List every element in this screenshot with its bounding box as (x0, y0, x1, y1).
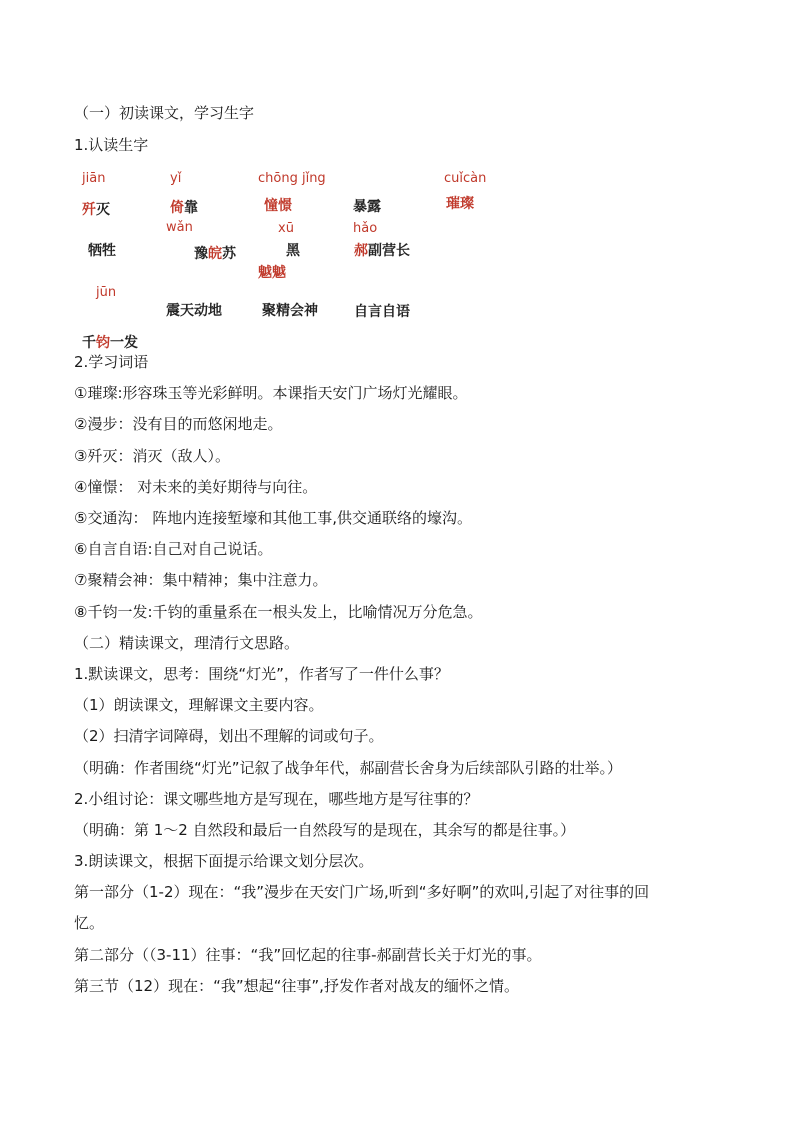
definition-7: ⑦聚精会神：集中精神；集中注意力。 (74, 571, 328, 589)
word-yuwansu-pre: 豫 (194, 246, 208, 262)
part-1-line-2: 忆。 (74, 914, 105, 932)
word-zhentiandongdi: 震天动地 (166, 303, 222, 319)
section-heading-1: （一）初读课文，学习生字 (74, 104, 255, 122)
definition-2: ②漫步：没有目的而悠闲地走。 (74, 415, 283, 433)
word-yuwansu-post: 苏 (222, 246, 236, 262)
word-qianjun-post: 一发 (110, 335, 138, 351)
part-2: 第二部分（（3-11）往事：“我”回忆起的往事-郝副营长关于灯光的事。 (74, 946, 542, 964)
definition-1: ①璀璨:形容珠玉等光彩鲜明。本课指天安门广场灯光耀眼。 (74, 384, 468, 402)
word-yuwansu-red: 皖 (208, 246, 222, 262)
item-heading-learn-words: 2.学习词语 (74, 353, 149, 371)
pinyin-chongjing: chōng jǐng (258, 171, 326, 186)
word-qianjun-pre: 千 (82, 335, 96, 351)
question-2: 2.小组讨论：课文哪些地方是写现在，哪些地方是写往事的？ (74, 790, 479, 808)
pinyin-jian: jiān (82, 171, 106, 186)
question-2-answer: （明确：第 1～2 自然段和最后一自然段写的是现在，其余写的都是往事。） (74, 821, 576, 839)
word-haofu-rest: 副营长 (368, 243, 410, 259)
pinyin-hao: hǎo (353, 221, 378, 236)
pinyin-xu: xū (278, 221, 294, 236)
word-jujinghuishen: 聚精会神 (262, 303, 318, 319)
word-qianjunyifa (82, 335, 138, 351)
word-haofuyingzhang (354, 243, 410, 259)
word-yuwansu (194, 246, 236, 262)
word-ziyanziyu: 自言自语 (354, 304, 410, 320)
pinyin-wan: wǎn (166, 220, 193, 235)
word-chongjing: 憧憬 (264, 198, 292, 214)
word-baolu: 暴露 (353, 199, 381, 215)
part-3: 第三节（12）现在：“我”想起“往事”,抒发作者对战友的缅怀之情。 (74, 977, 519, 995)
word-hao-red: 郝 (354, 243, 368, 259)
definition-3: ③歼灭：消灭（敌人）。 (74, 447, 230, 465)
word-qianjun-red: 钧 (96, 335, 110, 351)
item-heading-recognize-characters: 1.认读生字 (74, 136, 149, 154)
word-yikao-rest: 靠 (184, 200, 198, 216)
question-1-step-2: （2）扫清字词障碍，划出不理解的词或句子。 (74, 727, 384, 745)
definition-6: ⑥自言自语:自己对自己说话。 (74, 540, 273, 558)
word-xisheng: 牺牲 (88, 243, 116, 259)
word-yikao-red: 倚 (170, 200, 184, 216)
word-jianmie-red: 歼 (82, 202, 96, 218)
definition-8: ⑧千钧一发:千钧的重量系在一根头发上，比喻情况万分危急。 (74, 603, 483, 621)
word-jianmie (82, 202, 110, 218)
question-1-step-1: （1）朗读课文，理解课文主要内容。 (74, 696, 324, 714)
pinyin-yi: yǐ (170, 171, 182, 186)
definition-4: ④憧憬： 对未来的美好期待与向往。 (74, 478, 318, 496)
word-jianmie-rest: 灭 (96, 202, 110, 218)
pinyin-jun: jūn (96, 285, 117, 300)
word-xuxu: 魆魆 (258, 265, 286, 281)
word-cuican: 璀璨 (446, 196, 474, 212)
pinyin-cuican: cuǐcàn (444, 171, 487, 186)
question-3: 3.朗读课文，根据下面提示给课文划分层次。 (74, 852, 374, 870)
definition-5: ⑤交通沟： 阵地内连接堑壕和其他工事,供交通联络的壕沟。 (74, 509, 472, 527)
question-1-answer: （明确：作者围绕“灯光”记叙了战争年代，郝副营长舍身为后续部队引路的壮举。） (74, 759, 623, 777)
part-1-line-1: 第一部分（1-2）现在：“我”漫步在天安门广场,听到“多好啊”的欢叫,引起了对往事的回 (74, 883, 650, 901)
word-yikao (170, 200, 198, 216)
section-heading-2: （二）精读课文，理清行文思路。 (74, 634, 300, 652)
question-1: 1.默读课文，思考：围绕“灯光”，作者写了一件什么事？ (74, 665, 449, 683)
word-hei: 黑 (286, 243, 300, 259)
